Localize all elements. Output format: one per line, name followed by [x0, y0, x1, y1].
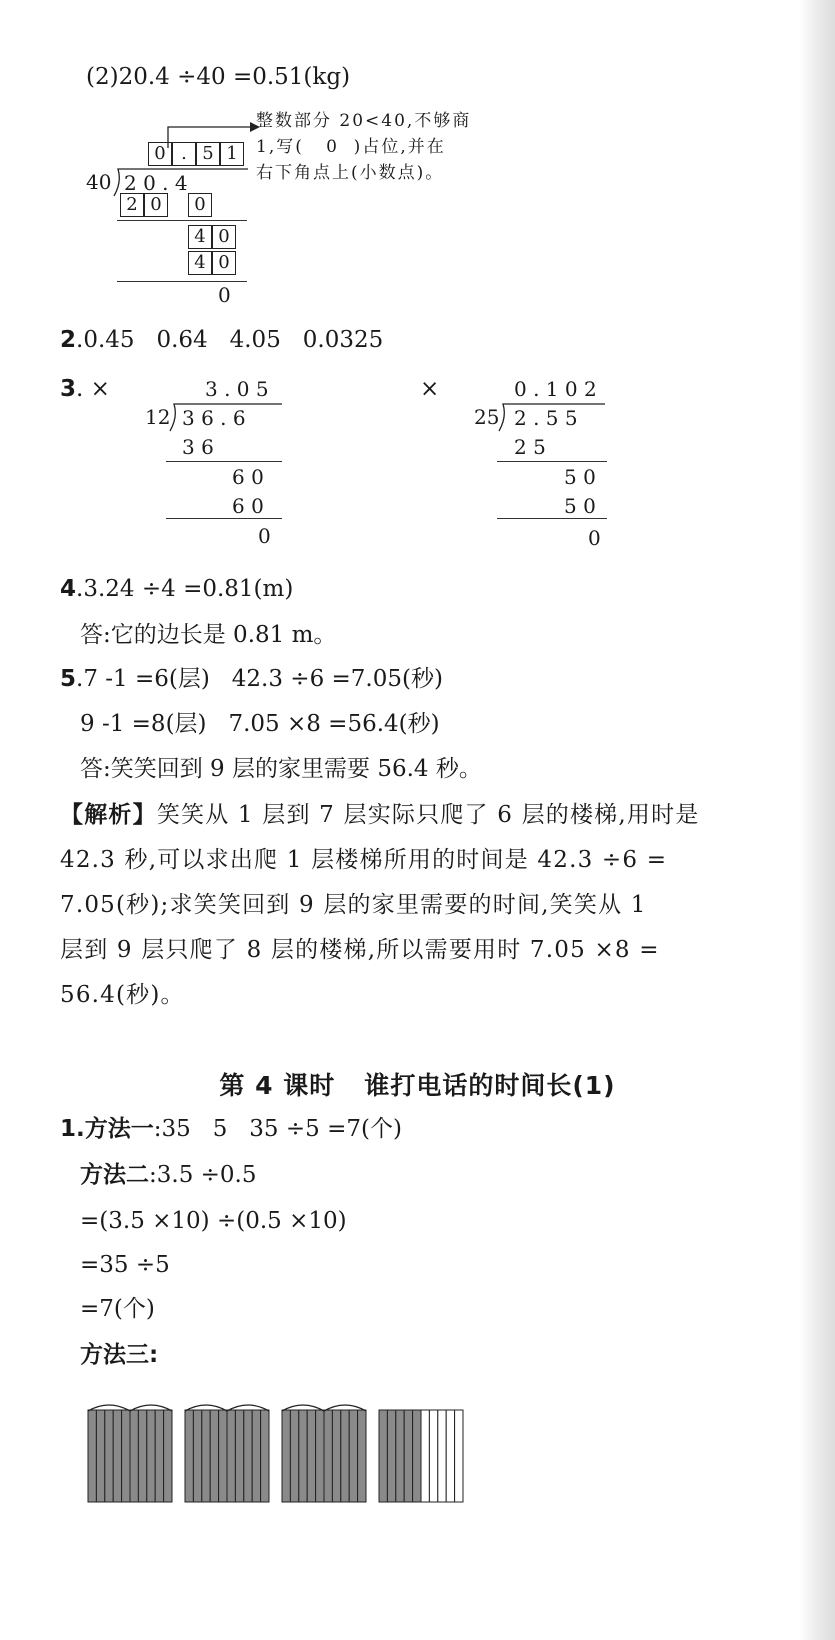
- subtract-box: 0: [212, 251, 236, 275]
- stick-shaded: [413, 1410, 421, 1502]
- d1-result: 0: [258, 524, 271, 548]
- stick-shaded: [290, 1410, 298, 1502]
- stick-shaded: [227, 1410, 235, 1502]
- analysis-line-3: 7.05(秒);求笑笑回到 9 层的家里需要的时间,笑笑从 1: [60, 892, 647, 918]
- quotient-box: 0: [148, 142, 172, 166]
- section2-equation: (2)20.4 ÷40 =0.51(kg): [86, 64, 351, 90]
- divisor: 40: [86, 170, 112, 194]
- d1-subtract: 6 0: [232, 494, 264, 518]
- stick-empty: [429, 1410, 437, 1502]
- stick-shaded: [219, 1410, 227, 1502]
- stick-shaded: [261, 1410, 269, 1502]
- quotient-box: 1: [220, 142, 244, 166]
- stick-shaded: [404, 1410, 412, 1502]
- stick-shaded: [379, 1410, 387, 1502]
- stick-shaded: [316, 1410, 324, 1502]
- q3-number: 3: [60, 376, 77, 402]
- subtract-box: 4: [188, 251, 212, 275]
- analysis-label: 【解析】: [60, 802, 157, 828]
- d1-dividend: 3 6 . 6: [182, 406, 246, 430]
- d2-line: [497, 518, 607, 519]
- d2-result: 0: [588, 526, 601, 550]
- stick-empty: [446, 1410, 454, 1502]
- stick-shaded: [122, 1410, 130, 1502]
- dividend: 2 0 . 4: [124, 171, 188, 195]
- l1-method-3: [80, 1340, 158, 1370]
- stick-shaded: [387, 1410, 395, 1502]
- stick-shaded: [324, 1410, 332, 1502]
- subtract-box: 2: [120, 193, 144, 217]
- lesson-heading: 第 4 课时 谁打电话的时间长(1): [219, 1071, 616, 1100]
- q4-number: 4: [60, 576, 77, 602]
- stick-shaded: [88, 1410, 96, 1502]
- page-edge-shadow: [799, 0, 835, 1640]
- quotient-box: .: [172, 142, 196, 166]
- q4-equation: [60, 574, 293, 604]
- stick-shaded: [358, 1410, 366, 1502]
- stick-shaded: [299, 1410, 307, 1502]
- stick-empty: [421, 1410, 429, 1502]
- subtraction-line: [117, 220, 247, 221]
- q5-line-1-text: .7 -1 =6(层) 42.3 ÷6 =7.05(秒): [76, 666, 443, 692]
- method-2-text: :3.5 ÷0.5: [149, 1162, 257, 1188]
- d1-line: [166, 518, 282, 519]
- stick-shaded: [235, 1410, 243, 1502]
- stick-shaded: [147, 1410, 155, 1502]
- stick-bundle: [88, 1405, 172, 1502]
- l1-method-1: [60, 1114, 402, 1144]
- remainder-box: 0: [212, 225, 236, 249]
- stick-bundle: [185, 1405, 269, 1502]
- q5-line-2: 9 -1 =8(层) 7.05 ×8 =56.4(秒): [80, 711, 440, 737]
- q5-answer: 答:笑笑回到 9 层的家里需要 56.4 秒。: [80, 756, 482, 782]
- method-2-label: 方法二: [80, 1162, 149, 1188]
- stick-shaded: [396, 1410, 404, 1502]
- d2-divisor: 25: [474, 405, 500, 429]
- stick-shaded: [113, 1410, 121, 1502]
- hint-note-line-2: 1,写( 0 )占位,并在: [256, 137, 446, 157]
- q3-label: [60, 374, 110, 404]
- division-result: 0: [218, 283, 231, 307]
- stick-shaded: [96, 1410, 104, 1502]
- bundle-figure: [86, 1396, 476, 1506]
- d2-subtract: 2 5: [514, 435, 546, 459]
- method-3-label: 方法三: [80, 1342, 149, 1368]
- subtract-box: 0: [144, 193, 168, 217]
- d2-dividend: 2 . 5 5: [514, 406, 578, 430]
- q3-mark-1: . ×: [76, 376, 110, 402]
- stick-bundle: [282, 1405, 366, 1502]
- stick-shaded: [341, 1410, 349, 1502]
- d1-line: [166, 461, 282, 462]
- subtract-box: 0: [188, 193, 212, 217]
- stick-shaded: [349, 1410, 357, 1502]
- q2-number: 2: [60, 327, 77, 353]
- q2-values: .0.45 0.64 4.05 0.0325: [76, 327, 384, 353]
- d2-subtract: 5 0: [564, 494, 596, 518]
- method-3-colon: :: [149, 1342, 159, 1368]
- stick-shaded: [210, 1410, 218, 1502]
- l1-method-2: [80, 1160, 257, 1190]
- hint-note-line-1: 整数部分 20<40,不够商: [256, 111, 472, 131]
- stick-shaded: [332, 1410, 340, 1502]
- analysis-line-4: 层到 9 层只爬了 8 层的楼梯,所以需要用时 7.05 ×8 =: [60, 937, 660, 963]
- stick-shaded: [155, 1410, 163, 1502]
- stick-shaded: [185, 1410, 193, 1502]
- d1-remainder: 6 0: [232, 465, 264, 489]
- stick-shaded: [130, 1410, 138, 1502]
- stick-shaded: [164, 1410, 172, 1502]
- remainder-box: 4: [188, 225, 212, 249]
- stick-shaded: [105, 1410, 113, 1502]
- method-1-label: .方法一: [76, 1116, 154, 1142]
- stick-shaded: [202, 1410, 210, 1502]
- d1-divisor: 12: [145, 405, 171, 429]
- analysis-line-1: [60, 800, 700, 830]
- method-1-text: :35 5 35 ÷5 =7(个): [153, 1116, 402, 1142]
- stick-shaded: [252, 1410, 260, 1502]
- q5-line-1: [60, 664, 443, 694]
- stick-shaded: [193, 1410, 201, 1502]
- stick-shaded: [138, 1410, 146, 1502]
- q4-answer: 答:它的边长是 0.81 m。: [80, 622, 337, 648]
- d2-remainder: 5 0: [564, 465, 596, 489]
- d2-quotient: 0 . 1 0 2: [514, 377, 597, 401]
- l1-step-2: =35 ÷5: [80, 1252, 170, 1278]
- hint-note-line-3: 右下角点上(小数点)。: [256, 163, 445, 183]
- q2-answer: [60, 325, 383, 355]
- l1-step-3: =7(个): [80, 1296, 155, 1322]
- stick-empty: [438, 1410, 446, 1502]
- d1-quotient: 3 . 0 5: [205, 377, 269, 401]
- analysis-text: 笑笑从 1 层到 7 层实际只爬了 6 层的楼梯,用时是: [156, 802, 700, 828]
- l1-step-1: =(3.5 ×10) ÷(0.5 ×10): [80, 1208, 347, 1234]
- analysis-line-2: 42.3 秒,可以求出爬 1 层楼梯所用的时间是 42.3 ÷6 =: [60, 847, 668, 873]
- stick-shaded: [307, 1410, 315, 1502]
- quotient-box: 5: [196, 142, 220, 166]
- stick-bundle: [379, 1410, 463, 1502]
- q4-eq-text: .3.24 ÷4 =0.81(m): [76, 576, 294, 602]
- l1-number: 1: [60, 1116, 77, 1142]
- d1-subtract: 3 6: [182, 435, 214, 459]
- analysis-line-5: 56.4(秒)。: [60, 982, 185, 1008]
- stick-empty: [455, 1410, 463, 1502]
- q5-number: 5: [60, 666, 77, 692]
- q3-mark-2: ×: [420, 376, 440, 402]
- stick-shaded: [244, 1410, 252, 1502]
- stick-shaded: [282, 1410, 290, 1502]
